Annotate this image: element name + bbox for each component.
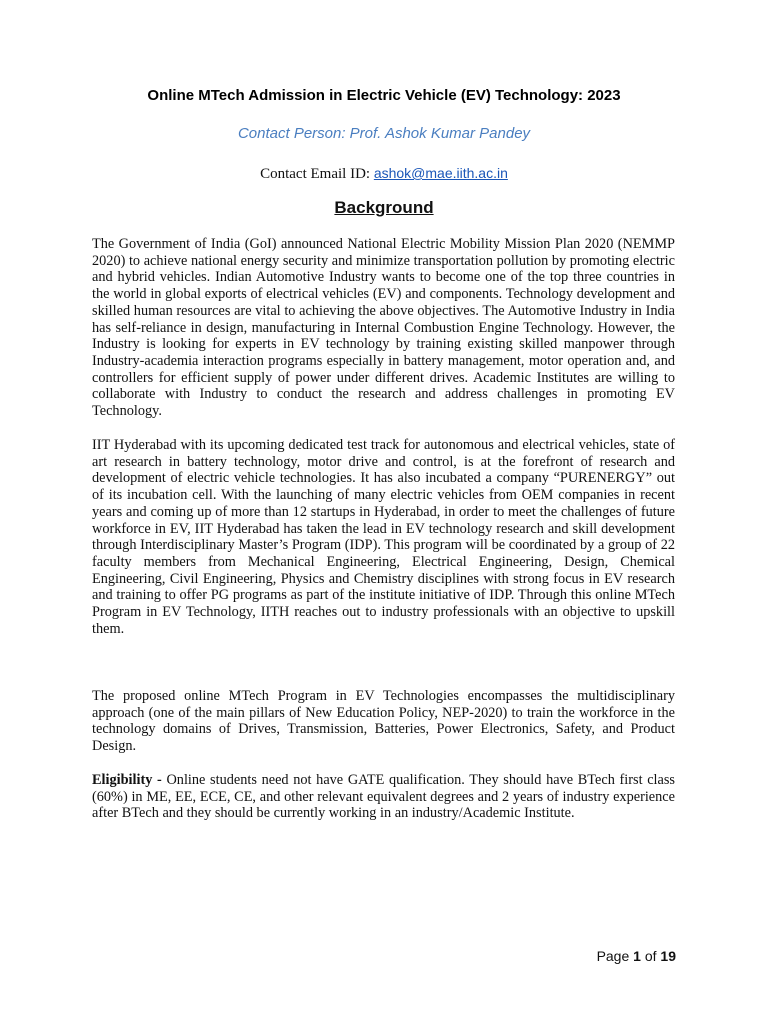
eligibility-text: Online students need not have GATE qualification. They should have BTech first class (60%) in ME, EE, ECE, CE, and other relevant equivalent degrees and 2 years of industry experience after BTech and they should be currently working in an industry/Academic Institute.	[92, 772, 675, 822]
contact-email-label: Contact Email ID:	[260, 166, 374, 182]
eligibility-label: Eligibility -	[92, 772, 162, 788]
contact-email-link[interactable]: ashok@mae.iith.ac.in	[373, 165, 508, 181]
of-label: of	[640, 948, 661, 964]
paragraph-2: IIT Hyderabad with its upcoming dedicated test track for autonomous and electrical vehicles, state of art research in battery technology, motor drive and control, is at the forefront of research and development of electric vehicle technologies. It has also incubated a company “PURENERGY” out of its incubation cell. With the launching of many electric vehicles from OEM companies in recent years and coming up of more than 12 startups in Hyderabad, in order to meet the challenges of future workforce in EV, IIT Hyderabad has taken the lead in EV technology research and skill development through Interdisciplinary Master’s Program (IDP). This program will be coordinated by a group of 22 faculty members from Mechanical Engineering, Electrical Engineering, Design, Chemical Engineering, Civil Engineering, Physics and Chemistry disciplines with strong focus in EV research and training to offer PG programs as part of the institute initiative of IDP. Through this online MTech Program in EV Technology, IITH reaches out to industry professionals with an objective to upskill them.	[92, 437, 675, 637]
document-title: Online MTech Admission in Electric Vehicle (EV) Technology: 2023	[147, 87, 621, 104]
contact-email-line	[0, 165, 768, 183]
current-page: 1	[633, 948, 641, 964]
section-heading: Background	[334, 198, 434, 217]
total-pages: 19	[660, 948, 676, 964]
paragraph-1: The Government of India (GoI) announced National Electric Mobility Mission Plan 2020 (NEMMP 2020) to achieve national energy security and minimize transportation pollution by promoting electric and hybrid vehicles. Indian Automotive Industry wants to become one of the top three countries in the world in global exports of electrical vehicles (EV) and components. Technology development and skilled human resources are vital to achieving the above objectives. The Automotive Industry in India has self-reliance in design, manufacturing in Internal Combustion Engine Technology. However, the Industry is looking for experts in EV technology by training existing skilled manpower through Industry-academia interaction programs especially in battery management, motor operation and, and controllers for efficient supply of power under different drives. Academic Institutes are willing to collaborate with Industry to conduct the research and address challenges in promoting EV Technology.	[92, 236, 675, 420]
contact-person: Contact Person: Prof. Ashok Kumar Pandey	[237, 125, 531, 142]
paragraph-3: The proposed online MTech Program in EV Technologies encompasses the multidisciplinary approach (one of the main pillars of New Education Policy, NEP-2020) to train the workforce in the technology domains of Drives, Transmission, Batteries, Power Electronics, Safety, and Product Design.	[92, 688, 675, 755]
page-number	[597, 948, 676, 964]
eligibility-paragraph	[92, 772, 675, 822]
page-label: Page	[596, 948, 634, 964]
